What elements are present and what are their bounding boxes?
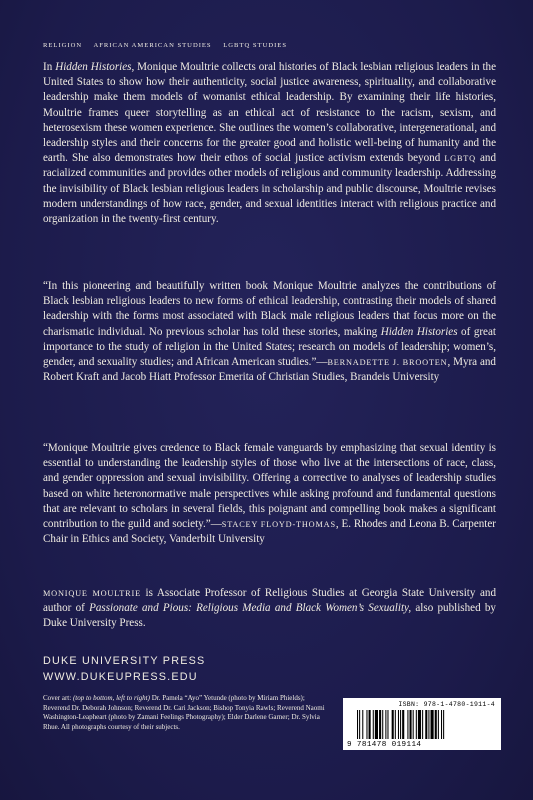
subject-categories	[43, 42, 296, 49]
barcode-bar	[392, 710, 394, 739]
barcode-digits: 9 781478 019114	[347, 741, 422, 749]
quote2-text: “Monique Moultrie gives credence to Black female vanguards by emphasizing that sexual identity is essential to understanding the leadership styles of those who live at the intersections of race, class, and gender oppression and sexual invisibility. Offering a corrective to analyses of leadership studies based on white heteronormative male perspectives while asking profound and fundamental questions that are relevant to scholars in several fields, this poignant and compelling book makes a significant contribution to the guild and society.”—	[43, 442, 496, 531]
barcode-bar	[413, 710, 414, 739]
barcode-bar	[441, 710, 442, 739]
barcode-bar	[431, 710, 434, 739]
barcode-bar	[428, 710, 429, 739]
author-name: MONIQUE MOULTRIE	[43, 589, 141, 598]
blurb-pre: In	[43, 61, 56, 73]
quote1-text-a: “In this pioneering and beautifully written book Monique Moultrie analyzes the contributions of Black lesbian religious leaders to new forms of ethical leadership, contrasting their models of shared leadership with the forms most associated with Black male religious leaders that focus more on the charismatic individual. No previous scholar has told these stories, making	[43, 280, 496, 338]
barcode-bar	[369, 710, 371, 739]
barcode-bar	[407, 710, 408, 739]
publisher-block	[43, 653, 205, 685]
book-description	[43, 60, 496, 227]
barcode-bar	[362, 710, 363, 739]
lgbtq-smallcaps: LGBTQ	[444, 154, 476, 164]
subject-african-american-studies: AFRICAN AMERICAN STUDIES	[93, 42, 212, 49]
publisher-url: WWW.DUKEUPRESS.EDU	[43, 671, 198, 683]
quote1-text-b: of great importance to the study of religion in the United States; research on models of leadership; women’s, gender, and sexuality studies; and African American studies.”—	[43, 325, 496, 369]
quote2-author: STACEY FLOYD-THOMAS	[221, 520, 336, 530]
endorsement-brooten	[43, 279, 496, 385]
bio-text-b: also published by Duke University Press.	[43, 602, 496, 630]
quote2-affiliation: , E. Rhodes and Leona B. Carpenter Chair in Ethics and Society, Vanderbilt University	[43, 518, 496, 546]
isbn-barcode	[343, 698, 501, 750]
credits-label: Cover art:	[43, 694, 73, 702]
quote1-affiliation: , Myra and Robert Kraft and Jacob Hiatt Professor Emerita of Christian Studies, Brandeis University	[43, 356, 496, 384]
barcode-bar	[387, 710, 388, 739]
barcode-bar	[422, 710, 423, 739]
barcode-bar	[443, 710, 444, 739]
barcode-bar	[373, 710, 374, 739]
barcode-bar	[395, 710, 396, 739]
barcode-bar	[379, 710, 381, 739]
barcode-bar	[366, 710, 367, 739]
barcode-bar	[359, 710, 360, 739]
subject-lgbtq-studies: LGBTQ STUDIES	[223, 42, 287, 49]
barcode-bar	[375, 710, 378, 739]
publisher-name: DUKE UNIVERSITY PRESS	[43, 655, 206, 667]
barcode-bar	[385, 710, 386, 739]
barcode-bar	[435, 710, 437, 739]
author-bio	[43, 586, 496, 632]
endorsement-floyd-thomas	[43, 441, 496, 547]
barcode-bar	[416, 710, 417, 739]
barcode-bar	[410, 710, 412, 739]
barcode-bar	[438, 710, 439, 739]
quote1-author: BERNADETTE J. BROOTEN	[327, 358, 448, 368]
quote1-book-title: Hidden Histories	[380, 325, 458, 338]
blurb-main: Monique Moultrie collects oral histories of Black lesbian religious leaders in the United States to show how their authenticity, social justice awareness, spirituality, and collaborative leadership make them models of womanist ethical leadership. By examining their life histories, Moultrie frames queer storytelling as an ethical act of resistance to the racism, sexism, and heterosexism these women experience. She outlines the women’s collaborative, intergenerational, and leadership styles and their concerns for the greater good and holistic well-being of humanity and the earth. She also demonstrates how their ethos of social justice activism extends beyond	[43, 61, 497, 165]
barcode-bar	[425, 710, 427, 739]
barcode-bars	[357, 710, 489, 739]
barcode-bar	[418, 710, 421, 739]
subject-religion: RELIGION	[43, 42, 83, 49]
bio-text-a: is Associate Professor of Religious Studies at Georgia State University and author of	[43, 587, 496, 615]
credits-text: Dr. Pamela “Ayo” Yetunde (photo by Miriam Phields); Reverend Dr. Deborah Johnson; Reverend Dr. Cari Jackson; Bishop Tonyia Rawls; Reverend Naomi Washington-Leapheart (photo by Zamani Feelings Photography); Elder Darlene Garner; Dr. Sylvia Rhue. All photographs courtesy of their subjects.	[43, 694, 325, 731]
cover-art-credits	[43, 694, 331, 732]
barcode-bar	[398, 710, 399, 739]
credits-order: (top to bottom, left to right)	[72, 694, 150, 702]
barcode-bar	[402, 710, 404, 739]
barcode-bar	[357, 710, 358, 739]
barcode-bar	[382, 710, 383, 739]
book-title: Hidden Histories,	[55, 61, 135, 73]
blurb-end: and racialized communities and provides other models of religious and community leadership. Addressing the invisibility of Black lesbian religious leaders in scholarship and public discourse, Moultrie revises modern understandings of how race, gender, and sexual identities interact with religious practice and organization in the twenty-first century.	[43, 152, 497, 226]
isbn-label: ISBN: 978-1-4780-1911-4	[398, 701, 495, 708]
barcode-bar	[400, 710, 401, 739]
bio-book-title: Passionate and Pious: Religious Media and Black Women’s Sexuality,	[89, 602, 412, 615]
